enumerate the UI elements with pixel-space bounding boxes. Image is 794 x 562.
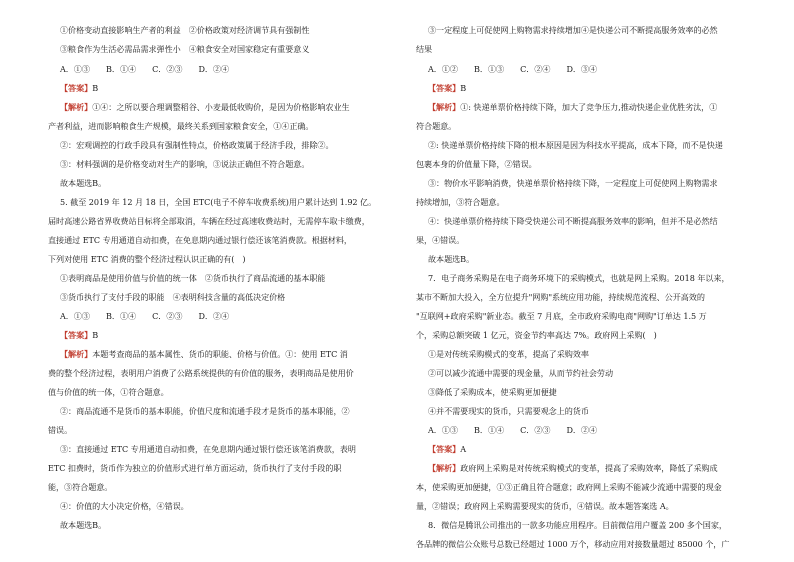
explain-line: ③：物价水平影响消费，快递单票价格持续下降，一定程度上可促使网上购物需求: [428, 178, 718, 188]
q7-stem-line: 7．电子商务采购是在电子商务环境下的采购模式，也就是网上采购。2018 年以来，: [428, 273, 730, 283]
q5-option-line: ①表明商品是使用价值与价值的统一体 ②货币执行了商品流通的基本职能: [60, 273, 326, 283]
q5-choices: A．①③ B．①④ C．②③ D．②④: [60, 311, 230, 321]
explain-line: 符合题意。: [416, 121, 457, 131]
explain-line: 本，使采购更加便捷，①③正确且符合题意；政府网上采购不能减少流通中需要的现金: [416, 482, 722, 492]
answer-value: A: [460, 444, 466, 454]
explain-line: ③：材料强调的是价格变动对生产的影响，③说法正确但不符合题意。: [60, 159, 310, 169]
explain-line: ④：价值的大小决定价格，④错误。: [60, 501, 189, 511]
q5-explain: [60, 349, 348, 360]
q4-explain: [60, 102, 350, 113]
explain-line: 错误。: [48, 425, 73, 435]
explain-line: 值与价值的统一体，①符合题意。: [48, 387, 169, 397]
q4-option-line: ①价格变动直接影响生产者的利益 ②价格政策对经济调节具有强制性: [60, 25, 310, 35]
answer-tag: 【答案】: [60, 330, 93, 340]
explain-text: ①④：之所以要合理调整稻谷、小麦最低收购价，是因为价格影响农业生: [92, 102, 350, 112]
explain-tag: 【解析】: [60, 349, 93, 359]
explain-line: 包裹本身的价值量下降，②错误。: [416, 159, 537, 169]
explain-line: 能，③符合题意。: [48, 482, 113, 492]
q8-stem-line: 8．微信是腾讯公司推出的一款多功能应用程序。目前微信用户覆盖 200 多个国家，: [428, 520, 727, 530]
q6-explain: [428, 102, 717, 113]
answer-value: B: [92, 83, 99, 93]
q7-stem-line: 某市不断加大投入，全方位提升"网购"系统应用功能，持续规范流程、公开高效的: [416, 292, 705, 302]
q5-stem-line: 下列对使用 ETC 消费的整个经济过程认识正确的有( ): [48, 254, 246, 264]
explain-line: ②: 快递单票价格持续下降的根本原因是因为科技水平提高，成本下降，而不是快递: [428, 140, 723, 150]
q7-choices: A．①③ B．①④ C．②③ D．②④: [428, 425, 598, 435]
explain-line: ③：直接通过 ETC 专用通道自动扣费，在免息期内通过银行偿还该笔消费款，表明: [60, 444, 356, 454]
answer-tag: 【答案】: [428, 83, 461, 93]
explain-line: 产者利益，进而影响粮食生产规模，最终关系到国家粮食安全，①④正确。: [48, 121, 314, 131]
explain-line: 故本题选B。: [60, 178, 107, 188]
q6-option-line: ③一定程度上可促使网上购物需求持续增加④是快递公司不断提高服务效率的必然: [428, 25, 718, 35]
answer-value: B: [460, 83, 467, 93]
q5-stem-line: 5. 截至 2019 年 12 月 18 日，全国 ETC(电子不停车收费系统)用户累计达到 1.92 亿。: [60, 197, 377, 207]
q7-option-line: ②可以减少流通中需要的现金量，从而节约社会劳动: [428, 368, 614, 378]
explain-line: ②：宏观调控的行政手段具有强制性特点，价格政策属于经济手段，排除②。: [60, 140, 334, 150]
explain-line: 果，④错误。: [416, 235, 465, 245]
explain-line: ETC 扣费时，货币作为独立的价值形式进行单方面运动，货币执行了支付手段的职: [48, 463, 342, 473]
explain-line: ④：快递单票价格持续下降受快递公司不断提高服务效率的影响，但并不是必然结: [428, 216, 718, 226]
q8-stem-line: 各品牌的微信公众账号总数已经超过 1000 万个，移动应用对接数量超过 85000 个，广: [416, 539, 730, 549]
q7-stem-line: 个，采购总额突破 1 亿元，资金节约率高达 7%。政府网上采购( ): [416, 330, 657, 340]
q6-answer: [428, 83, 466, 94]
explain-line: 故本题选B。: [60, 520, 107, 530]
q5-option-line: ③货币执行了支付手段的职能 ④表明科技含量的高低决定价格: [60, 292, 286, 302]
explain-text: ①: 快递单票价格持续下降，加大了竞争压力,推动快递企业优胜劣汰，①: [460, 102, 718, 112]
explain-line: 持续增加，③符合题意。: [416, 197, 505, 207]
q7-explain: [428, 463, 718, 474]
q7-stem-line: "互联网+政府采购"新业态。截至 7 月底，全市政府采购电商"网购"订单达 1.5 万: [416, 311, 707, 321]
q5-answer: [60, 330, 98, 341]
answer-tag: 【答案】: [428, 444, 461, 454]
explain-line: 费的整个经济过程，表明用户消费了公路系统提供的有价值的服务，表明商品是使用价: [48, 368, 354, 378]
explain-text: 本题考查商品的基本属性、货币的职能、价格与价值。①：使用 ETC 消: [92, 349, 348, 359]
q5-stem-line: 直接通过 ETC 专用通道自动扣费，在免息期内通过银行偿还该笔消费款。根据材料，: [48, 235, 352, 245]
q7-option-line: ③降低了采购成本，使采购更加便捷: [428, 387, 557, 397]
q5-stem-line: 届时高速公路省界收费站目标将全部取消，车辆在经过高速收费站时，无需停车取卡缴费，: [48, 216, 370, 226]
q6-choices: A．①② B．①③ C．②④ D．③④: [428, 64, 598, 74]
q7-answer: [428, 444, 466, 455]
answer-value: B: [92, 330, 99, 340]
explain-text: 政府网上采购是对传统采购模式的变革，提高了采购效率，降低了采购成: [460, 463, 718, 473]
explain-tag: 【解析】: [428, 463, 461, 473]
q4-choices: A．①③ B．①④ C．②③ D．②④: [60, 64, 230, 74]
q4-option-line: ③粮食作为生活必需品需求弹性小 ④粮食安全对国家稳定有重要意义: [60, 44, 310, 54]
q7-option-line: ④并不需要现实的货币，只需要观念上的货币: [428, 406, 589, 416]
explain-line: 故本题选B。: [428, 254, 475, 264]
explain-line: ②：商品流通不是货币的基本职能，价值尺度和流通手段才是货币的基本职能，②: [60, 406, 350, 416]
q4-answer: [60, 83, 98, 94]
answer-tag: 【答案】: [60, 83, 93, 93]
explain-tag: 【解析】: [60, 102, 93, 112]
explain-line: 量，②错误；政府网上采购需要现实的货币，④错误。故本题答案选 A。: [416, 501, 674, 511]
q7-option-line: ①是对传统采购模式的变革，提高了采购效率: [428, 349, 589, 359]
explain-tag: 【解析】: [428, 102, 461, 112]
q6-option-line: 结果: [416, 44, 433, 54]
